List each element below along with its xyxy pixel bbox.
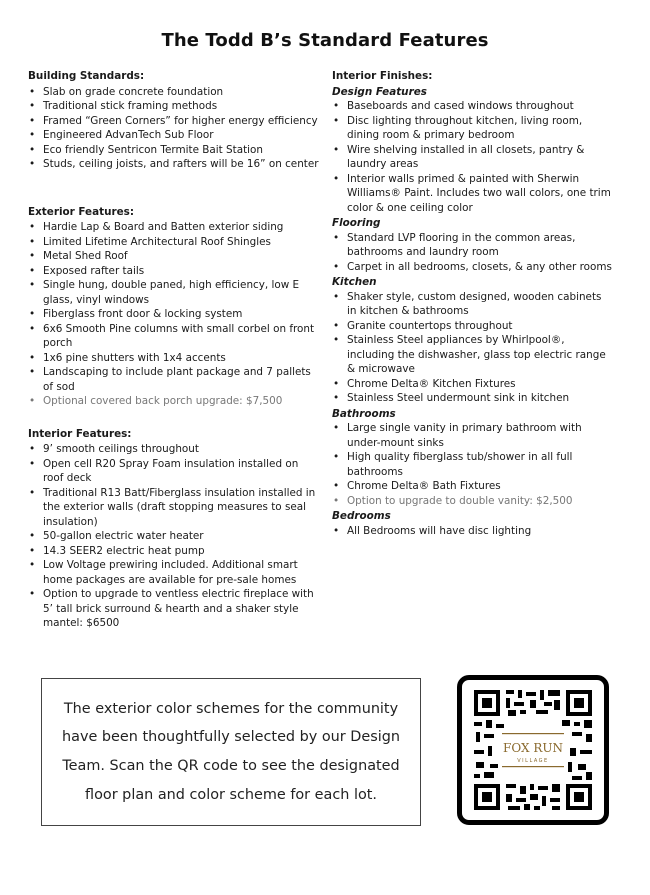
interior-features-heading: Interior Features: xyxy=(28,427,132,440)
list-item: • Low Voltage prewiring included. Additional smart home packages are available for pre-sale homes xyxy=(28,558,320,587)
list-item: • All Bedrooms will have disc lighting xyxy=(332,524,614,539)
list-item: • Landscaping to include plant package and 7 pallets of sod xyxy=(28,365,320,394)
list-item: • Eco friendly Sentricon Termite Bait Station xyxy=(28,143,320,158)
optional-upgrade-item: • Optional covered back porch upgrade: $7,500 xyxy=(28,394,320,409)
list-item: • 1x6 pine shutters with 1x4 accents xyxy=(28,351,320,366)
list-item: • Traditional stick framing methods xyxy=(28,99,320,114)
exterior-features-section xyxy=(28,205,320,409)
list-item: • Slab on grade concrete foundation xyxy=(28,85,320,100)
list-item: • Carpet in all bedrooms, closets, & any other rooms xyxy=(332,260,614,275)
list-item: • Exposed rafter tails xyxy=(28,264,320,279)
list-item: • Single hung, double paned, high efficiency, low E glass, vinyl windows xyxy=(28,278,320,307)
list-item: • Chrome Delta® Bath Fixtures xyxy=(332,479,614,494)
list-item: • High quality fiberglass tub/shower in all full bathrooms xyxy=(332,450,614,479)
list-item: • Studs, ceiling joists, and rafters will be 16” on center xyxy=(28,157,320,172)
exterior-features-list xyxy=(28,220,320,409)
bedrooms-list xyxy=(332,524,614,539)
list-item: • Disc lighting throughout kitchen, living room, dining room & primary bedroom xyxy=(332,114,614,143)
right-column xyxy=(332,69,614,539)
building-standards-heading: Building Standards: xyxy=(28,70,145,82)
list-item: • Stainless Steel undermount sink in kitchen xyxy=(332,391,614,406)
list-item: • Fiberglass front door & locking system xyxy=(28,307,320,322)
list-item: • Standard LVP flooring in the common areas, bathrooms and laundry room xyxy=(332,231,614,260)
building-standards-section xyxy=(28,69,320,172)
list-item: • Framed “Green Corners” for higher energy efficiency xyxy=(28,114,320,129)
list-item: • 9’ smooth ceilings throughout xyxy=(28,442,320,457)
bedrooms-subheading: Bedrooms xyxy=(332,510,391,522)
bathrooms-list xyxy=(332,421,614,508)
notice-text: The exterior color schemes for the community have been thoughtfully selected by our Design Team. Scan the QR code to see the designated floor plan and color scheme for each lot. xyxy=(62,700,400,803)
list-item: • Shaker style, custom designed, wooden cabinets in kitchen & bathrooms xyxy=(332,290,614,319)
interior-finishes-heading: Interior Finishes: xyxy=(332,70,433,82)
flooring-subheading: Flooring xyxy=(332,217,381,229)
interior-features-list xyxy=(28,442,320,631)
list-item: • Limited Lifetime Architectural Roof Shingles xyxy=(28,235,320,250)
list-item: • 50-gallon electric water heater xyxy=(28,529,320,544)
interior-finishes-section xyxy=(332,69,614,538)
village-logo-text: VILLAGE xyxy=(517,758,549,764)
page-title: The Todd B’s Standard Features xyxy=(161,30,489,51)
list-item: • Engineered AdvanTech Sub Floor xyxy=(28,128,320,143)
list-item: • 14.3 SEER2 electric heat pump xyxy=(28,544,320,559)
list-item: • Option to upgrade to ventless electric fireplace with 5’ tall brick surround & hearth and a shaker style mantel: $6500 xyxy=(28,587,320,631)
list-item: • Wire shelving installed in all closets, pantry & laundry areas xyxy=(332,143,614,172)
kitchen-subheading: Kitchen xyxy=(332,276,377,288)
list-item: • Traditional R13 Batt/Fiberglass insulation installed in the exterior walls (draft stopping measures to seal insulation) xyxy=(28,486,320,530)
bathrooms-subheading: Bathrooms xyxy=(332,407,396,420)
list-item: • Chrome Delta® Kitchen Fixtures xyxy=(332,377,614,392)
qr-code-frame[interactable] xyxy=(457,675,609,825)
list-item: • Hardie Lap & Board and Batten exterior siding xyxy=(28,220,320,235)
kitchen-list xyxy=(332,290,614,406)
fox-run-logo-text: FOX RUN xyxy=(503,741,563,755)
building-standards-list xyxy=(28,85,320,172)
list-item: • Large single vanity in primary bathroom with under-mount sinks xyxy=(332,421,614,450)
list-item: • Stainless Steel appliances by Whirlpool®, including the dishwasher, glass top electric range & microwave xyxy=(332,333,614,377)
interior-features-section xyxy=(28,427,320,631)
exterior-features-heading: Exterior Features: xyxy=(28,205,134,218)
list-item: • Metal Shed Roof xyxy=(28,249,320,264)
optional-upgrade-item: • Option to upgrade to double vanity: $2,500 xyxy=(332,494,614,509)
design-features-subheading: Design Features xyxy=(332,85,427,98)
design-features-list xyxy=(332,99,614,215)
list-item: • Open cell R20 Spray Foam insulation installed on roof deck xyxy=(28,457,320,486)
color-scheme-notice xyxy=(41,678,421,826)
list-item: • Interior walls primed & painted with Sherwin Williams® Paint. Includes two wall colors, one trim color & one ceiling color xyxy=(332,172,614,216)
qr-code-icon[interactable] xyxy=(472,688,594,812)
list-item: • Granite countertops throughout xyxy=(332,319,614,334)
left-column xyxy=(28,69,320,649)
list-item: • 6x6 Smooth Pine columns with small corbel on front porch xyxy=(28,322,320,351)
list-item: • Baseboards and cased windows throughout xyxy=(332,99,614,114)
flooring-list xyxy=(332,231,614,275)
